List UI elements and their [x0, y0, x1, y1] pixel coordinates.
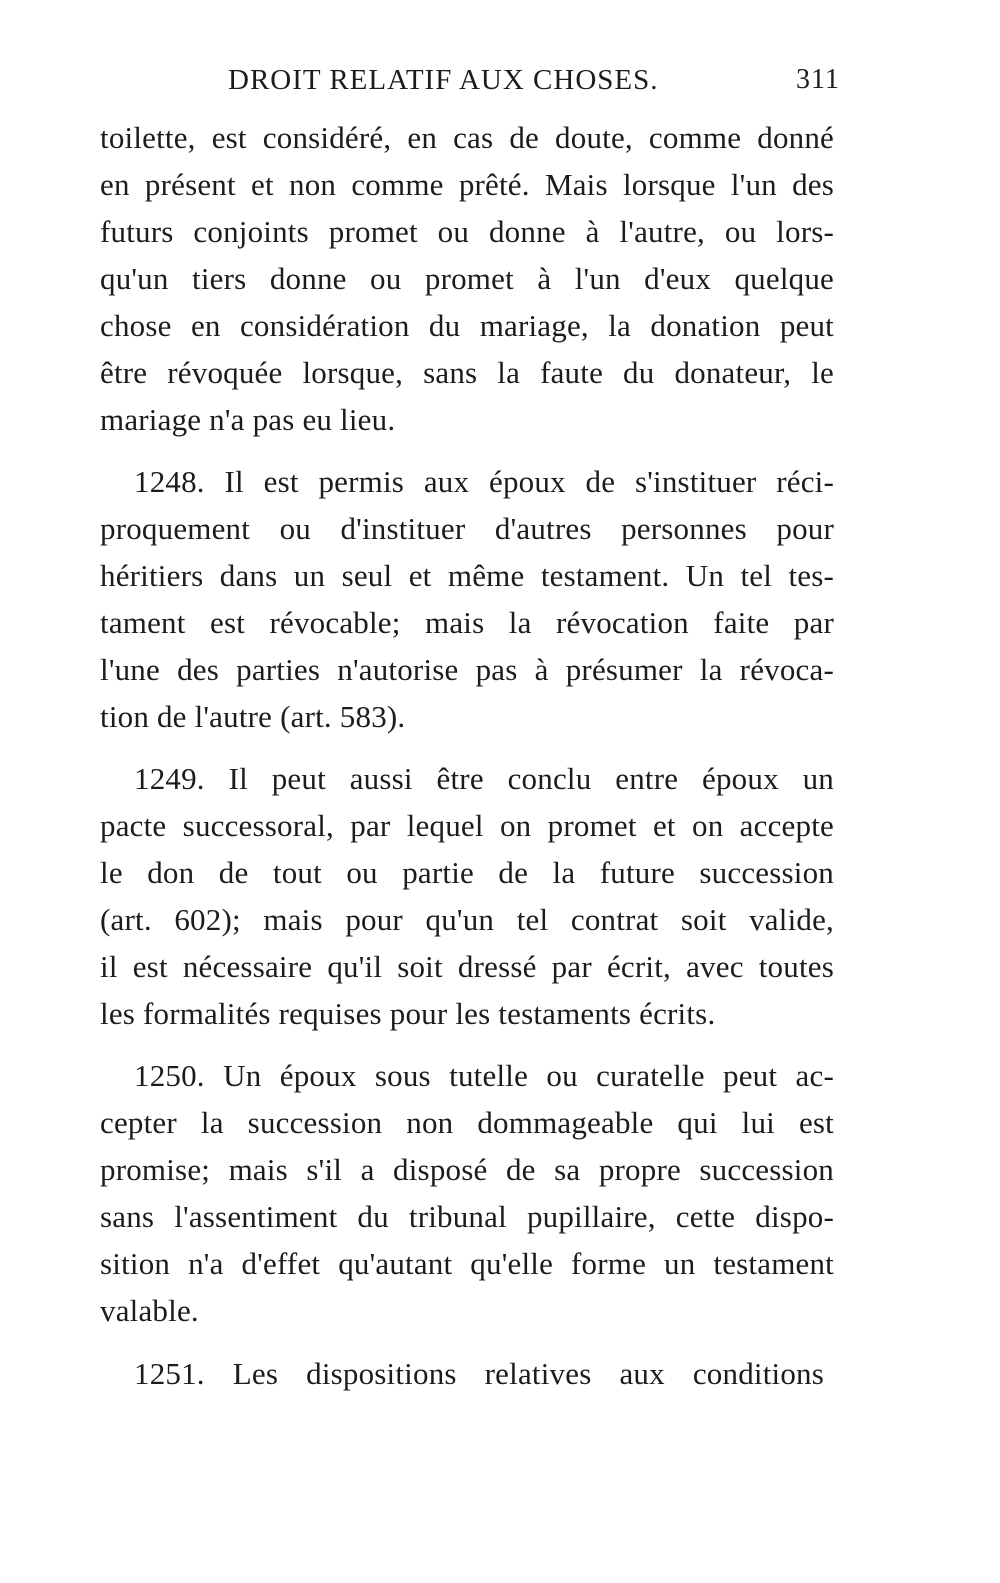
- text-line: les formalités requises pour les testaments écrits.: [100, 996, 716, 1031]
- text-line: qu'un tiers donne ou promet à l'un d'eux quelque: [100, 261, 834, 296]
- text-line: sans l'assentiment du tribunal pupillaire, cette dispo-: [100, 1199, 834, 1234]
- text-line: tion de l'autre (art. 583).: [100, 699, 406, 734]
- article-1250: [100, 1052, 834, 1334]
- running-head: [100, 64, 840, 114]
- text-line: chose en considération du mariage, la donation peut: [100, 308, 834, 343]
- text-line: en présent et non comme prêté. Mais lorsque l'un des: [100, 167, 834, 202]
- text-line: être révoquée lorsque, sans la faute du donateur, le: [100, 355, 834, 390]
- text-line: pacte successoral, par lequel on promet et on accepte: [100, 808, 834, 843]
- text-line: mariage n'a pas eu lieu.: [100, 402, 396, 437]
- text-line: le don de tout ou partie de la future succession: [100, 855, 834, 890]
- text-line: (art. 602); mais pour qu'un tel contrat soit valide,: [100, 902, 834, 937]
- text-line: proquement ou d'instituer d'autres personnes pour: [100, 511, 834, 546]
- paragraph-continuation: [100, 114, 834, 443]
- text-line: 1250. Un époux sous tutelle ou curatelle peut ac-: [134, 1058, 834, 1093]
- text-line: héritiers dans un seul et même testament. Un tel tes-: [100, 558, 834, 593]
- text-line: promise; mais s'il a disposé de sa propre succession: [100, 1152, 834, 1187]
- text-line: 1248. Il est permis aux époux de s'instituer réci-: [134, 464, 834, 499]
- page-number: 311: [796, 64, 840, 95]
- text-line: futurs conjoints promet ou donne à l'autre, ou lors-: [100, 214, 834, 249]
- text-line: sition n'a d'effet qu'autant qu'elle forme un testament: [100, 1246, 834, 1281]
- text-line: l'une des parties n'autorise pas à présumer la révoca-: [100, 652, 834, 687]
- text-line: il est nécessaire qu'il soit dressé par écrit, avec toutes: [100, 949, 834, 984]
- text-line: 1249. Il peut aussi être conclu entre époux un: [134, 761, 834, 796]
- text-line: valable.: [100, 1293, 199, 1328]
- text-line: toilette, est considéré, en cas de doute, comme donné: [100, 120, 834, 155]
- running-head-title: DROIT RELATIF AUX CHOSES.: [228, 64, 659, 96]
- article-1248: [100, 458, 834, 740]
- text-line: cepter la succession non dommageable qui lui est: [100, 1105, 834, 1140]
- article-1251: [100, 1350, 834, 1397]
- text-line: tament est révocable; mais la révocation faite par: [100, 605, 834, 640]
- text-line: 1251. Les dispositions relatives aux conditions: [134, 1356, 824, 1391]
- article-1249: [100, 755, 834, 1037]
